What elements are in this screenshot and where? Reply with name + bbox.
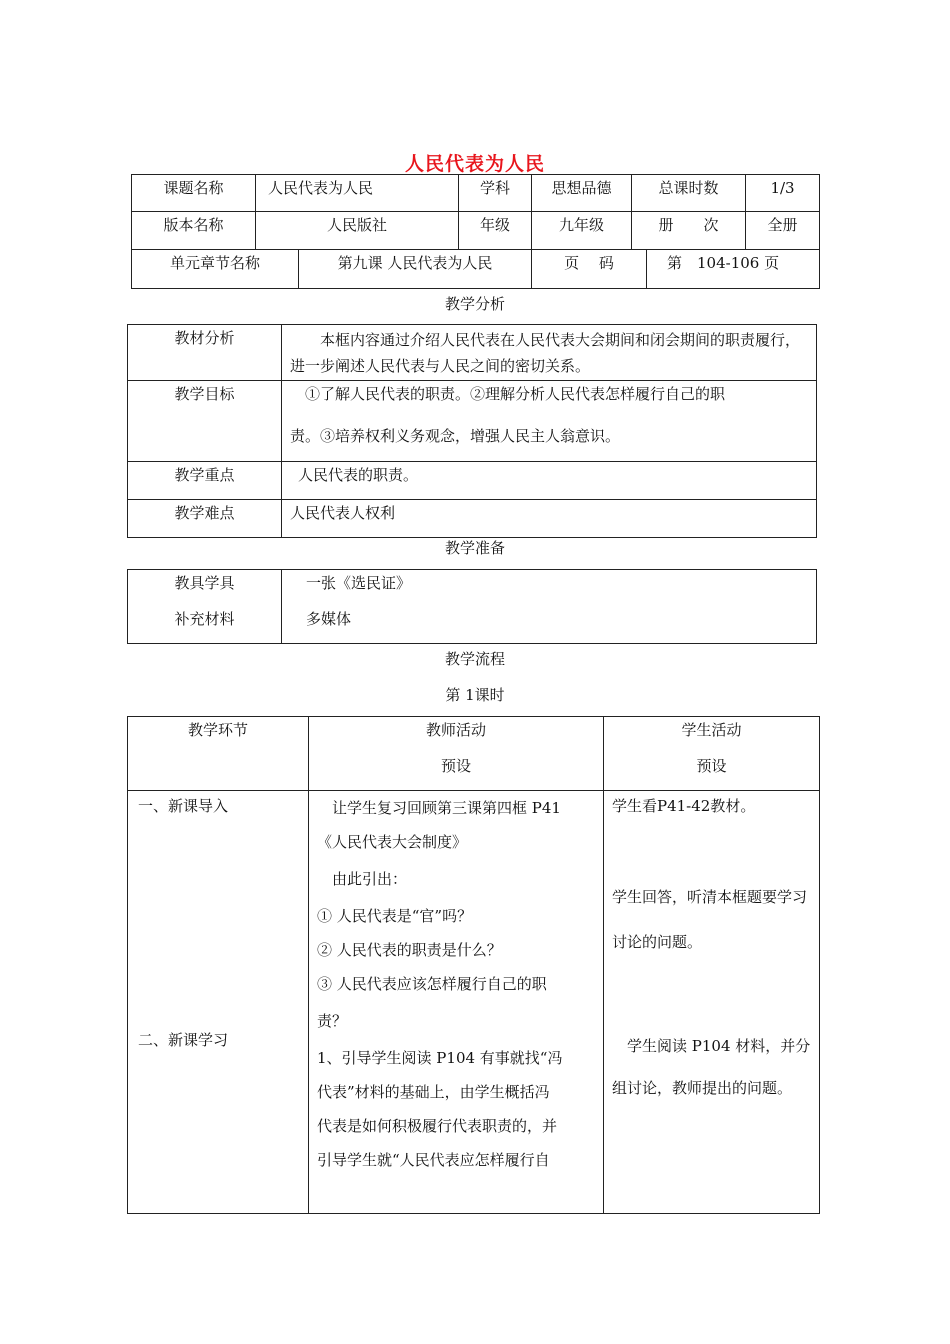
hours-value: 1/3	[746, 175, 820, 212]
teacher-line: ① 人民代表是“官”吗？	[317, 907, 473, 925]
preparation-labels	[128, 570, 282, 644]
teacher-line: 由此引出：	[332, 870, 408, 888]
stage-header: 教学环节	[128, 717, 309, 791]
difficulties-label: 教学难点	[128, 499, 282, 537]
stage-cell	[128, 791, 309, 1214]
unit-label: 单元章节名称	[132, 250, 299, 289]
student-header-label: 学生活动	[681, 721, 742, 739]
teacher-header-label: 教师活动	[425, 721, 486, 739]
teacher-line: 《人民代表大会制度》	[317, 833, 468, 851]
teacher-line: 让学生复习回顾第三课第四框 P41	[332, 799, 561, 817]
lesson-number: 第 1课时	[445, 686, 505, 704]
subject-label: 学科	[459, 175, 532, 212]
student-activity-cell	[604, 791, 820, 1214]
edition-value: 人民版社	[256, 212, 459, 250]
teacher-line: 引导学生就“人民代表应怎样履行自	[317, 1151, 550, 1169]
preparation-heading: 教学准备	[444, 539, 505, 557]
volume-label: 册 次	[632, 212, 746, 250]
teacher-activity-cell	[309, 791, 604, 1214]
objectives-text: ①了解人民代表的职责。②理解分析人民代表怎样履行自己的职 责。③培养权利义务观念，增强人民主人翁意识。	[282, 380, 817, 461]
preparation-table	[127, 569, 817, 644]
objectives-label: 教学目标	[128, 380, 282, 461]
page-label: 页 码	[532, 250, 647, 289]
teacher-line: 1、引导学生阅读 P104 有事就找“冯	[317, 1049, 563, 1067]
key-points-text: 人民代表的职责。	[282, 461, 817, 499]
page-value: 第 104-106 页	[647, 250, 820, 289]
subject-value: 思想品德	[532, 175, 632, 212]
grade-value: 九年级	[532, 212, 632, 250]
teacher-line: ③ 人民代表应该怎样履行自己的职	[317, 975, 547, 993]
topic-label: 课题名称	[132, 175, 256, 212]
material-analysis-text: 本框内容通过介绍人民代表在人民代表大会期间和闭会期间的职责履行，进一步阐述人民代表与人民之间的密切关系。	[282, 325, 817, 381]
edition-label: 版本名称	[132, 212, 256, 250]
grade-label: 年级	[459, 212, 532, 250]
preparation-values	[282, 570, 817, 644]
unit-value: 第九课 人民代表为人民	[299, 250, 532, 289]
analysis-table	[127, 324, 817, 538]
student-block: 学生回答，听清本框题要学习讨论的问题。	[612, 888, 808, 951]
volume-value: 全册	[746, 212, 820, 250]
teacher-header-sub: 预设	[440, 757, 471, 775]
process-heading: 教学流程	[444, 650, 505, 668]
course-info-table	[131, 174, 820, 289]
tools-value: 一张《选民证》	[306, 574, 412, 592]
student-header-sub: 预设	[696, 757, 727, 775]
process-table	[127, 716, 820, 1214]
teacher-line: 代表”材料的基础上，由学生概括冯	[317, 1083, 550, 1101]
supplement-value: 多媒体	[306, 610, 352, 628]
material-analysis-label: 教材分析	[128, 325, 282, 381]
supplement-label: 补充材料	[174, 610, 235, 628]
topic-value: 人民代表为人民	[256, 175, 459, 212]
key-points-label: 教学重点	[128, 461, 282, 499]
difficulties-text: 人民代表人权利	[282, 499, 817, 537]
student-block: 学生阅读 P104 材料，并分组讨论，教师提出的问题。	[612, 1037, 811, 1097]
tools-label: 教具学具	[174, 574, 235, 592]
hours-label: 总课时数	[632, 175, 746, 212]
student-header	[604, 717, 820, 791]
stage-learning: 二、新课学习	[138, 1031, 229, 1049]
stage-intro: 一、新课导入	[138, 797, 229, 815]
student-block: 学生看P41-42教材。	[612, 797, 756, 815]
analysis-heading: 教学分析	[444, 295, 505, 313]
teacher-header	[309, 717, 604, 791]
teacher-line: 代表是如何积极履行代表职责的，并	[317, 1117, 558, 1135]
document-title: 人民代表为人民	[404, 153, 545, 175]
teacher-line: 责？	[317, 1012, 348, 1030]
teacher-line: ② 人民代表的职责是什么？	[317, 941, 502, 959]
